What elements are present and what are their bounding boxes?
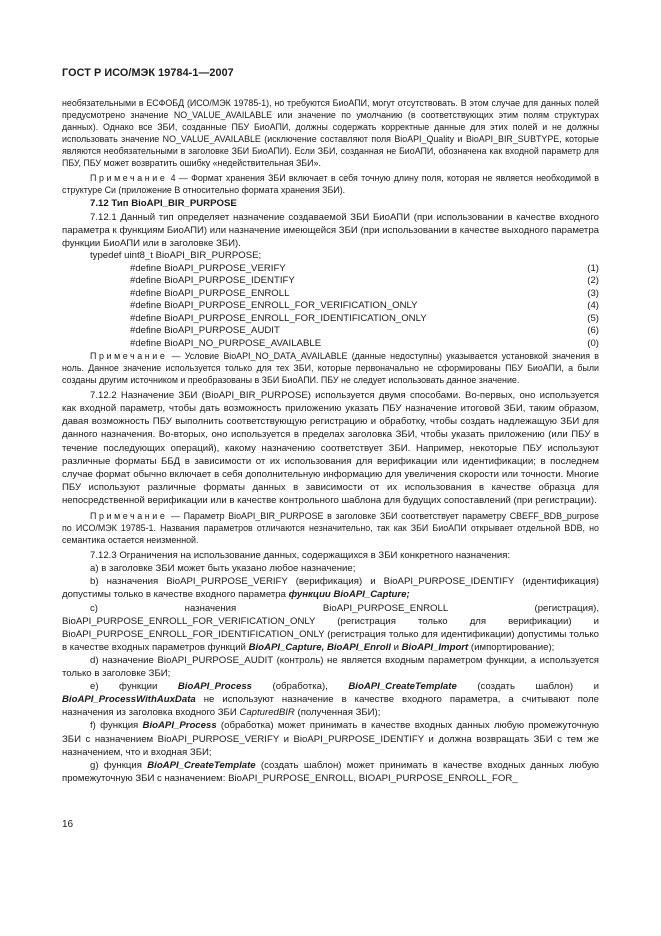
section-heading-7-12: 7.12 Тип BioAPI_BIR_PURPOSE xyxy=(90,198,237,210)
list-item-f xyxy=(62,719,599,758)
page-number: 16 xyxy=(62,819,74,830)
list-item-d: d) назначение BioAPI_PURPOSE_AUDIT (контроль) не является входным параметром функции, а используется только в заголовке ЗБИ; xyxy=(62,654,599,680)
define-number: (1) xyxy=(587,262,599,274)
paragraph-7-12-1: 7.12.1 Данный тип определяет назначение создаваемой ЗБИ БиоАПИ (при использовании в качестве входного параметра к функциям БиоАПИ) или назначение имеющейся ЗБИ (при использовании в качестве выходного параметра функции БиоАПИ или в заголовке ЗБИ). xyxy=(62,211,599,249)
page-content xyxy=(62,97,599,785)
parameter-name: CapturedBIR xyxy=(239,707,295,719)
standard-header: ГОСТ Р ИСО/МЭК 19784-1—2007 xyxy=(62,67,234,79)
code-typedef: typedef uint8_t BioAPI_BIR_PURPOSE; xyxy=(90,250,262,262)
code-define-row xyxy=(62,288,599,301)
list-item-c xyxy=(62,602,599,654)
note-label: Примечание xyxy=(90,173,168,184)
note-cbeff xyxy=(62,510,599,546)
code-define-row xyxy=(62,263,599,276)
item-text: и xyxy=(390,641,402,653)
function-name: BioAPI_Capture, BioAPI_Enroll xyxy=(248,641,391,653)
note-label: Примечание xyxy=(90,511,168,522)
item-text: g) функция xyxy=(90,759,148,771)
function-name: функции BioAPI_Capture; xyxy=(288,589,410,601)
define-text: #define BioAPI_PURPOSE_ENROLL_FOR_IDENTIFICATION_ONLY xyxy=(130,312,427,324)
define-text: #define BioAPI_NO_PURPOSE_AVAILABLE xyxy=(130,337,322,349)
item-text: (создать шаблон) может принимать в качестве входных данных любую промежуточную ЗБИ с назначением: BioAPI_PURPOSE_ENROLL, BIOAPI_PURPOSE_ENROLL_FOR_ xyxy=(62,759,599,784)
define-number: (4) xyxy=(587,300,599,312)
note-label: Примечание xyxy=(90,351,168,362)
define-text: #define BioAPI_PURPOSE_AUDIT xyxy=(130,325,280,337)
function-name: BioAPI_Process xyxy=(142,720,217,732)
item-text: (импортирование); xyxy=(468,641,555,653)
item-text: не используют назначение в качестве входного параметра, а считывают поле назначения из заголовка входного ЗБИ xyxy=(62,694,599,719)
list-item-g xyxy=(62,759,599,785)
define-number: (5) xyxy=(587,312,599,324)
item-text: e) функции xyxy=(90,681,178,693)
note-text: — Параметр BioAPI_BIR_PURPOSE в заголовке ЗБИ соответствует параметру CBEFF_BDB_purpose по ИСО/МЭК 19785-1. Названия параметров отличаются незначительно, так как ЗБИ БиоАПИ открывает отдельной BDB, но семантика остается неизменной. xyxy=(62,511,599,546)
item-text: (обработка), xyxy=(252,681,349,693)
function-name: BioAPI_ProcessWithAuxData xyxy=(62,694,196,706)
list-item-e xyxy=(62,680,599,719)
paragraph-7-12-3: 7.12.3 Ограничения на использование данных, содержащихся в ЗБИ конкретного назначения: xyxy=(90,550,511,562)
paragraph-7-12-2: 7.12.2 Назначение ЗБИ (BioAPI_BIR_PURPOSE) используется двумя способами. Во-первых, оно используется как входной параметр, чтобы дать возможность приложению указать ПБУ назначение итоговой ЗБИ, таким образом, давая возможность ПБУ выполнить соответствующую регистрацию и обработку, чтобы создать надлежащую ЗБИ для данного назначения. Во-вторых, оно используется в пределах заголовка ЗБИ, чтобы указать приложению (или ПБУ в течение последующих операций), какому назначению соответствует ЗБИ. Например, некоторые ПБУ используют различные форматы ББД в зависимости от их использования для верификации или идентификации; в последнем случае формат обычно включает в себя дополнительную информацию для увеличения скорости или точности. Многие ПБУ используют различные форматы данных в зависимости от их использования в качестве образца для непосредственной верификации или в качестве контрольного шаблона для будущих сопоставлений (при регистрации). xyxy=(62,390,599,506)
define-text: #define BioAPI_PURPOSE_IDENTIFY xyxy=(130,275,295,287)
note-4 xyxy=(62,172,599,196)
code-define-row xyxy=(62,313,599,326)
item-text: c) назначения BioAPI_PURPOSE_ENROLL (регистрация), BioAPI_PURPOSE_ENROLL_FOR_VERIFICATION_ONLY (регистрация только для верификации) и BioAPI_PURPOSE_ENROLL_FOR_IDENTIFICATION_ONLY (регистрация только для идентификации) допустимы только в качестве входных параметров функций xyxy=(62,602,599,653)
code-define-row xyxy=(62,325,599,338)
code-define-row xyxy=(62,275,599,288)
list-item-a: a) в заголовке ЗБИ может быть указано любое назначение; xyxy=(90,563,356,575)
define-number: (0) xyxy=(587,337,599,349)
define-text: #define BioAPI_PURPOSE_ENROLL_FOR_VERIFICATION_ONLY xyxy=(130,300,418,312)
define-number: (2) xyxy=(587,275,599,287)
paragraph-continued: необязательными в ЕСФОБД (ИСО/МЭК 19785-1), но требуются БиоАПИ, могут отсутствовать. В этом случае для данных полей предусмотрено значение NO_VALUE_AVAILABLE или значение по умолчанию (в соответствующих этим полям структурах данных). Однако все ЗБИ, созданные ПБУ БиоАПИ, должны содержать корректные данные для этих полей и не должны использовать значение NO_VALUE_AVAILABLE (исключение составляют поля BioAPI_Quality и BioAPI_BIR_SUBTYPE, которые являются необязательными в заголовке ЗБИ БиоАПИ). Если ЗБИ, созданная не БиоАПИ, обозначена как входной параметр для ПБУ, ПБУ может возвратить ошибку «недействительная ЗБИ». xyxy=(62,98,599,169)
define-number: (3) xyxy=(587,287,599,299)
item-text: b) назначения BioAPI_PURPOSE_VERIFY (верификация) и BioAPI_PURPOSE_IDENTIFY (идентификация) допустимы только в качестве входного параметра xyxy=(62,576,599,601)
item-text: (полученная ЗБИ); xyxy=(294,707,381,719)
function-name: BioAPI_Process xyxy=(177,681,252,693)
note-purpose-none xyxy=(62,350,599,386)
code-define-row xyxy=(62,338,599,351)
code-block xyxy=(62,250,599,350)
list-item-b xyxy=(62,575,599,601)
define-text: #define BioAPI_PURPOSE_VERIFY xyxy=(130,262,286,274)
item-text: (обработка) может принимать в качестве входных данных любую промежуточную ЗБИ с назначением BioAPI_PURPOSE_VERIFY и BioAPI_PURPOSE_IDENTIFY и должна возвращать ЗБИ с тем же назначением, что и входная ЗБИ; xyxy=(62,720,599,758)
note-text: — Условие BioAPI_NO_DATA_AVAILABLE (данные недоступны) указывается установкой значения в ноль. Данное значение используется только для тех ЗБИ, которые первоначально не сформированы ПБУ БиоАПИ, а были созданы другим источником и преобразованы в ЗБИ БиоАПИ. ПБУ не следует использовать данное значение. xyxy=(62,351,599,386)
code-define-row xyxy=(62,300,599,313)
item-text: f) функция xyxy=(90,720,143,732)
note-text: 4 — Формат хранения ЗБИ включает в себя точную длину поля, которая не является необходимой в структуре Си (приложение В относительно формата хранения ЗБИ). xyxy=(62,173,599,196)
function-name: BioAPI_Import xyxy=(401,641,469,653)
function-name: BioAPI_CreateTemplate xyxy=(348,681,457,693)
function-name: BioAPI_CreateTemplate xyxy=(147,759,256,771)
define-text: #define BioAPI_PURPOSE_ENROLL xyxy=(130,287,290,299)
item-text: (создать шаблон) и xyxy=(456,681,599,693)
define-number: (6) xyxy=(587,325,599,337)
